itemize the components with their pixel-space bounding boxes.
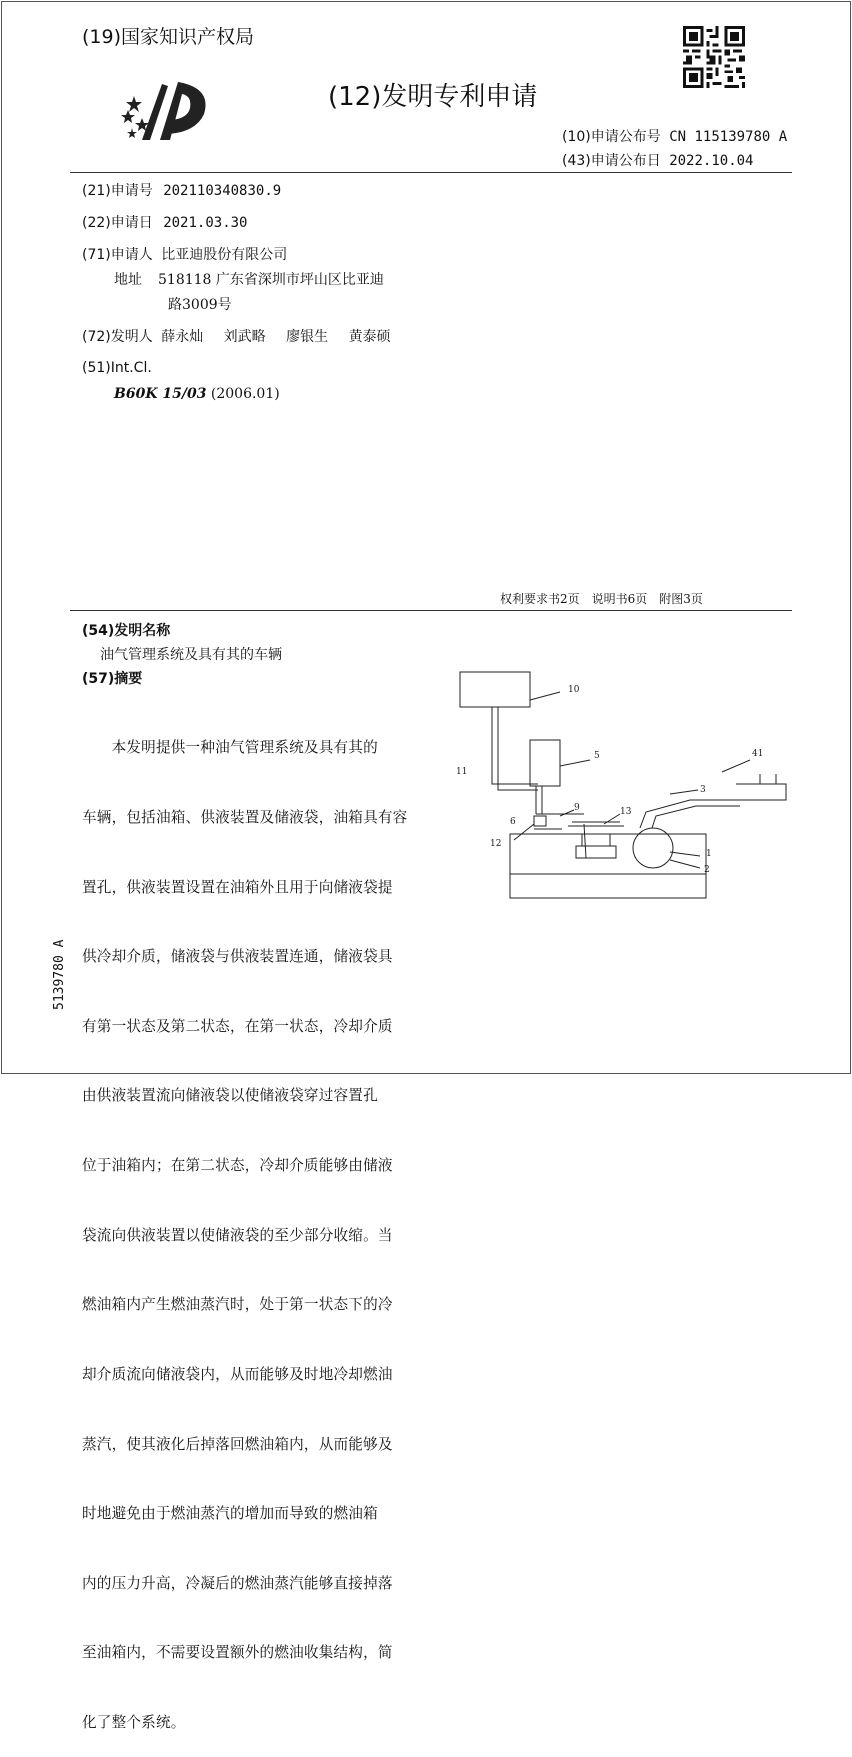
abstract-line: 时地避免由于燃油蒸汽的增加而导致的燃油箱 <box>82 1505 378 1523</box>
application-number-label: (21)申请号 <box>82 183 153 199</box>
title-label: (54)发明名称 <box>82 623 171 639</box>
office-name: (19)国家知识产权局 <box>82 26 255 48</box>
figure-label-11: 11 <box>456 767 468 777</box>
inventor-2: 刘武略 <box>223 329 266 345</box>
intcl <box>114 386 280 402</box>
address-line-2: 路3009号 <box>168 297 232 313</box>
inventors <box>82 326 391 346</box>
figure-label-41: 41 <box>752 749 764 759</box>
abstract-figure <box>450 664 800 914</box>
figure-label-13: 13 <box>620 807 632 817</box>
publication-date-label: (43)申请公布日 <box>562 153 661 169</box>
figure-label-6: 6 <box>510 817 516 827</box>
side-number: 5139780 A <box>52 939 67 1010</box>
figure-label-12: 12 <box>490 839 502 849</box>
inventors-label: (72)发明人 <box>82 329 153 345</box>
abstract-line: 蒸汽，使其液化后掉落回燃油箱内，从而能够及 <box>82 1435 393 1453</box>
figure-label-9: 9 <box>574 803 580 813</box>
publication-number <box>562 126 787 146</box>
abstract-line: 位于油箱内；在第二状态，冷却介质能够由储液 <box>82 1157 393 1175</box>
applicant-value: 比亚迪股份有限公司 <box>161 247 288 263</box>
publication-number-value: CN 115139780 A <box>669 129 788 145</box>
abstract-label: (57)摘要 <box>82 671 143 687</box>
abstract-line: 由供液装置流向储液袋以使储液袋穿过容置孔 <box>82 1087 378 1105</box>
abstract-line: 供冷却介质，储液袋与供液装置连通，储液袋具 <box>82 948 393 966</box>
filing-date <box>82 212 248 232</box>
application-number-value: 202110340830.9 <box>163 183 282 199</box>
qr-code <box>683 26 745 88</box>
abstract-line: 至油箱内，不需要设置额外的燃油收集结构，简 <box>82 1644 393 1662</box>
intcl-version: (2006.01) <box>210 386 280 402</box>
abstract-line: 置孔，供液装置设置在油箱外且用于向储液袋提 <box>82 878 393 896</box>
abstract-line: 车辆，包括油箱、供液装置及储液袋，油箱具有容 <box>82 809 408 827</box>
application-number <box>82 180 281 200</box>
filing-date-value: 2021.03.30 <box>163 215 248 231</box>
abstract-body <box>82 690 422 1757</box>
applicant-label: (71)申请人 <box>82 247 153 263</box>
invention-title: 油气管理系统及具有其的车辆 <box>100 647 282 663</box>
header-divider <box>70 172 792 173</box>
publication-date-value: 2022.10.04 <box>669 153 754 169</box>
address-label: 地址 <box>114 272 142 288</box>
page-counts: 权利要求书2页 说明书6页 附图3页 <box>500 592 703 606</box>
abstract-line: 有第一状态及第二状态，在第一状态，冷却介质 <box>82 1017 393 1035</box>
filing-date-label: (22)申请日 <box>82 215 153 231</box>
publication-date <box>562 150 754 170</box>
applicant <box>82 244 287 264</box>
document-type: (12)发明专利申请 <box>328 82 538 112</box>
figure-label-1: 1 <box>706 849 712 859</box>
figure-drawing <box>460 672 786 898</box>
figure-label-10: 10 <box>568 685 580 695</box>
figure-label-2: 2 <box>704 865 710 875</box>
inventor-1: 薛永灿 <box>161 329 204 345</box>
figure-label-3: 3 <box>700 785 706 795</box>
abstract-line: 本发明提供一种油气管理系统及具有其的 <box>82 739 378 757</box>
cnipa-logo <box>120 76 212 148</box>
abstract-line: 袋流向供液装置以使储液袋的至少部分收缩。当 <box>82 1226 393 1244</box>
intcl-class: B60K 15/03 <box>114 386 207 402</box>
abstract-line: 燃油箱内产生燃油蒸汽时，处于第一状态下的冷 <box>82 1296 393 1314</box>
address-line-1: 518118 广东省深圳市坪山区比亚迪 <box>158 272 384 288</box>
publication-number-label: (10)申请公布号 <box>562 129 661 145</box>
abstract-line: 化了整个系统。 <box>82 1713 186 1731</box>
inventor-4: 黄泰硕 <box>348 329 391 345</box>
inventor-3: 廖银生 <box>286 329 329 345</box>
figure-label-5: 5 <box>594 751 600 761</box>
abstract-line: 内的压力升高，冷凝后的燃油蒸汽能够直接掉落 <box>82 1574 393 1592</box>
section-divider <box>70 610 792 611</box>
abstract-line: 却介质流向储液袋内，从而能够及时地冷却燃油 <box>82 1365 393 1383</box>
intcl-label: (51)Int.Cl. <box>82 360 152 376</box>
